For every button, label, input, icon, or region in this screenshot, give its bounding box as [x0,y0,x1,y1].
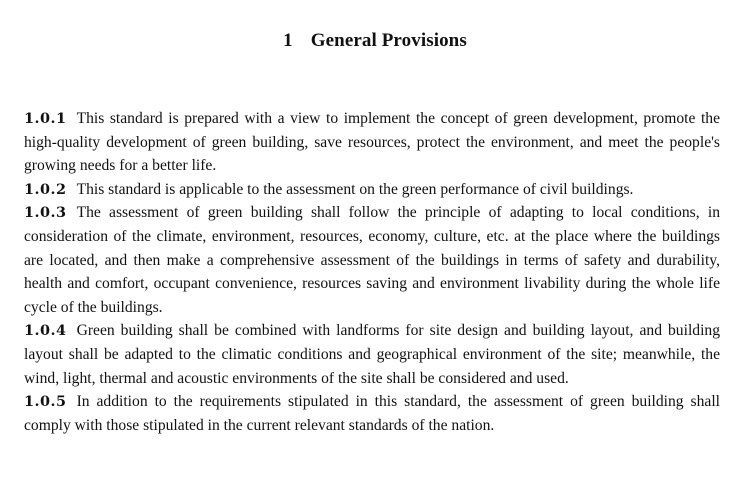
clause-1-0-1 [24,107,720,178]
clause-1-0-3 [24,201,720,319]
clause-number: 1.0.5 [24,393,67,411]
clause-text: This standard is applicable to the assessment on the green performance of civil buildings. [76,180,634,198]
chapter-title: General Provisions [310,30,467,51]
clause-list [24,107,720,437]
chapter-number: 1 [283,30,293,51]
clause-1-0-5 [24,390,720,437]
clause-number: 1.0.1 [24,110,67,127]
clause-1-0-2 [24,178,720,202]
clause-number: 1.0.3 [24,204,67,222]
clause-number: 1.0.4 [24,322,67,340]
clause-1-0-4 [24,319,720,390]
clause-text: In addition to the requirements stipulated in this standard, the assessment of green building shall comply with those stipulated in the current relevant standards of the nation. [24,393,720,434]
clause-text: The assessment of green building shall follow the principle of adapting to local conditions, in consideration of the climate, environment, resources, economy, culture, etc. at the place where the buildings are located, and then make a comprehensive assessment of the buildings in terms of safety and durability, health and comfort, occupant convenience, resources saving and environment livability during the whole life cycle of the buildings. [24,204,720,316]
chapter-heading [0,30,750,52]
clause-number: 1.0.2 [24,180,67,198]
clause-text: Green building shall be combined with landforms for site design and building layout, and building layout shall be adapted to the climatic conditions and geographical environment of the site; meanwhile, the wind, light, thermal and acoustic environments of the site shall be considered and used. [24,322,720,387]
clause-text: This standard is prepared with a view to implement the concept of green development, promote the high-quality development of green building, save resources, protect the environment, and meet the people's growing needs for a better life. [24,110,720,175]
